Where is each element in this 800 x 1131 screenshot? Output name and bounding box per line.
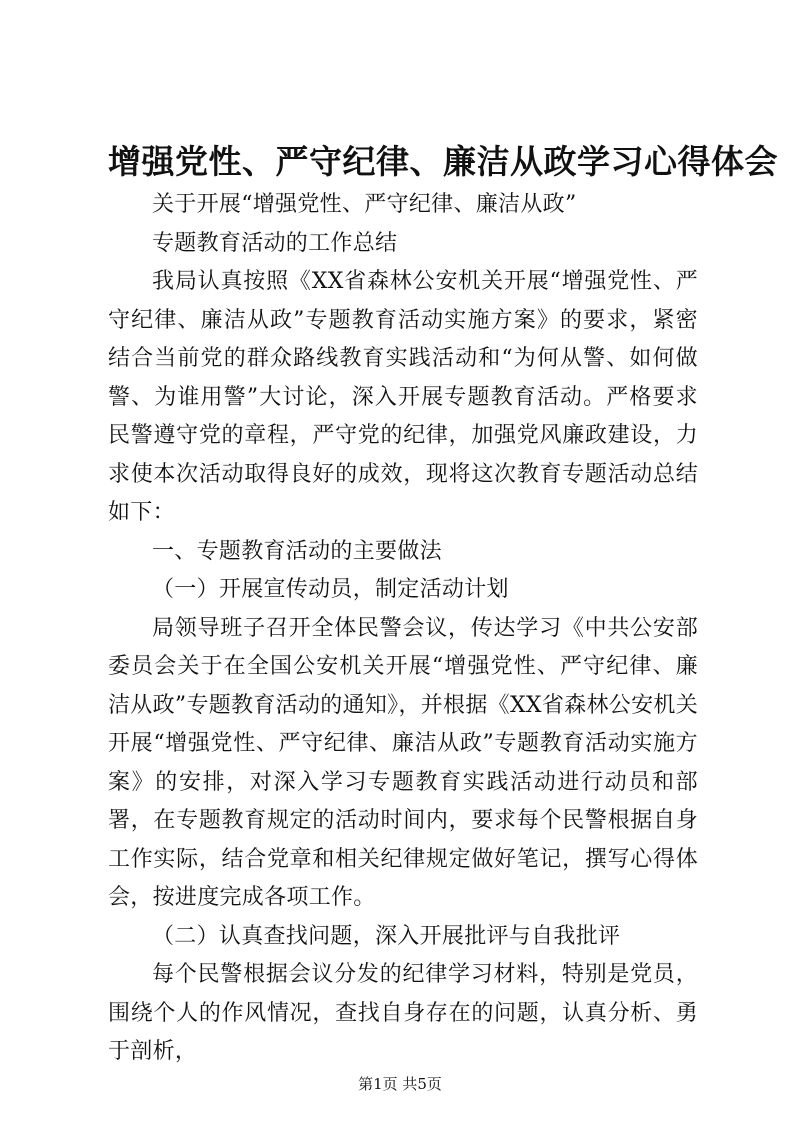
section-heading-1: 一、专题教育活动的主要做法 bbox=[152, 538, 442, 564]
document-body bbox=[108, 186, 698, 1072]
paragraph-mobilization: 局领导班子召开全体民警会议，传达学习《中共公安部委员会关于在全国公安机关开展“增强党性、严守纪律、廉洁从政”专题教育活动的通知》，并根据《XX省森林公安机关开展“增强党性、严守纪律、廉洁从政”专题教育活动实施方案》的安排，对深入学习专题教育实践活动进行动员和部署，在专题教育规定的活动时间内，要求每个民警根据自身工作实际，结合党章和相关纪律规定做好笔记，撰写心得体会，按进度完成各项工作。 bbox=[108, 615, 698, 910]
paragraph-self-criticism: 每个民警根据会议分发的纪律学习材料，特别是党员，围绕个人的作风情况，查找自身存在的问题，认真分析、勇于剖析， bbox=[108, 962, 698, 1064]
subsection-heading-2: （二）认真查找问题，深入开展批评与自我批评 bbox=[152, 923, 621, 949]
paragraph-intro-line-1: 关于开展“增强党性、严守纪律、廉洁从政” bbox=[152, 192, 577, 217]
paragraph-overview: 我局认真按照《XX省森林公安机关开展“增强党性、严守纪律、廉洁从政”专题教育活动实施方案》的要求，紧密结合当前党的群众路线教育实践活动和“为何从警、如何做警、为谁用警”大讨论，深入开展专题教育活动。严格要求民警遵守党的章程，严守党的纪律，加强党风廉政建设，力求使本次活动取得良好的成效，现将这次教育专题活动总结如下： bbox=[108, 269, 698, 525]
page-footer: 第1页 共5页 bbox=[358, 1075, 442, 1093]
subsection-heading-1: （一）开展宣传动员，制定活动计划 bbox=[152, 577, 509, 602]
document-title: 增强党性、严守纪律、廉洁从政学习心得体会 bbox=[108, 142, 778, 181]
paragraph-intro-line-2: 专题教育活动的工作总结 bbox=[152, 230, 398, 256]
